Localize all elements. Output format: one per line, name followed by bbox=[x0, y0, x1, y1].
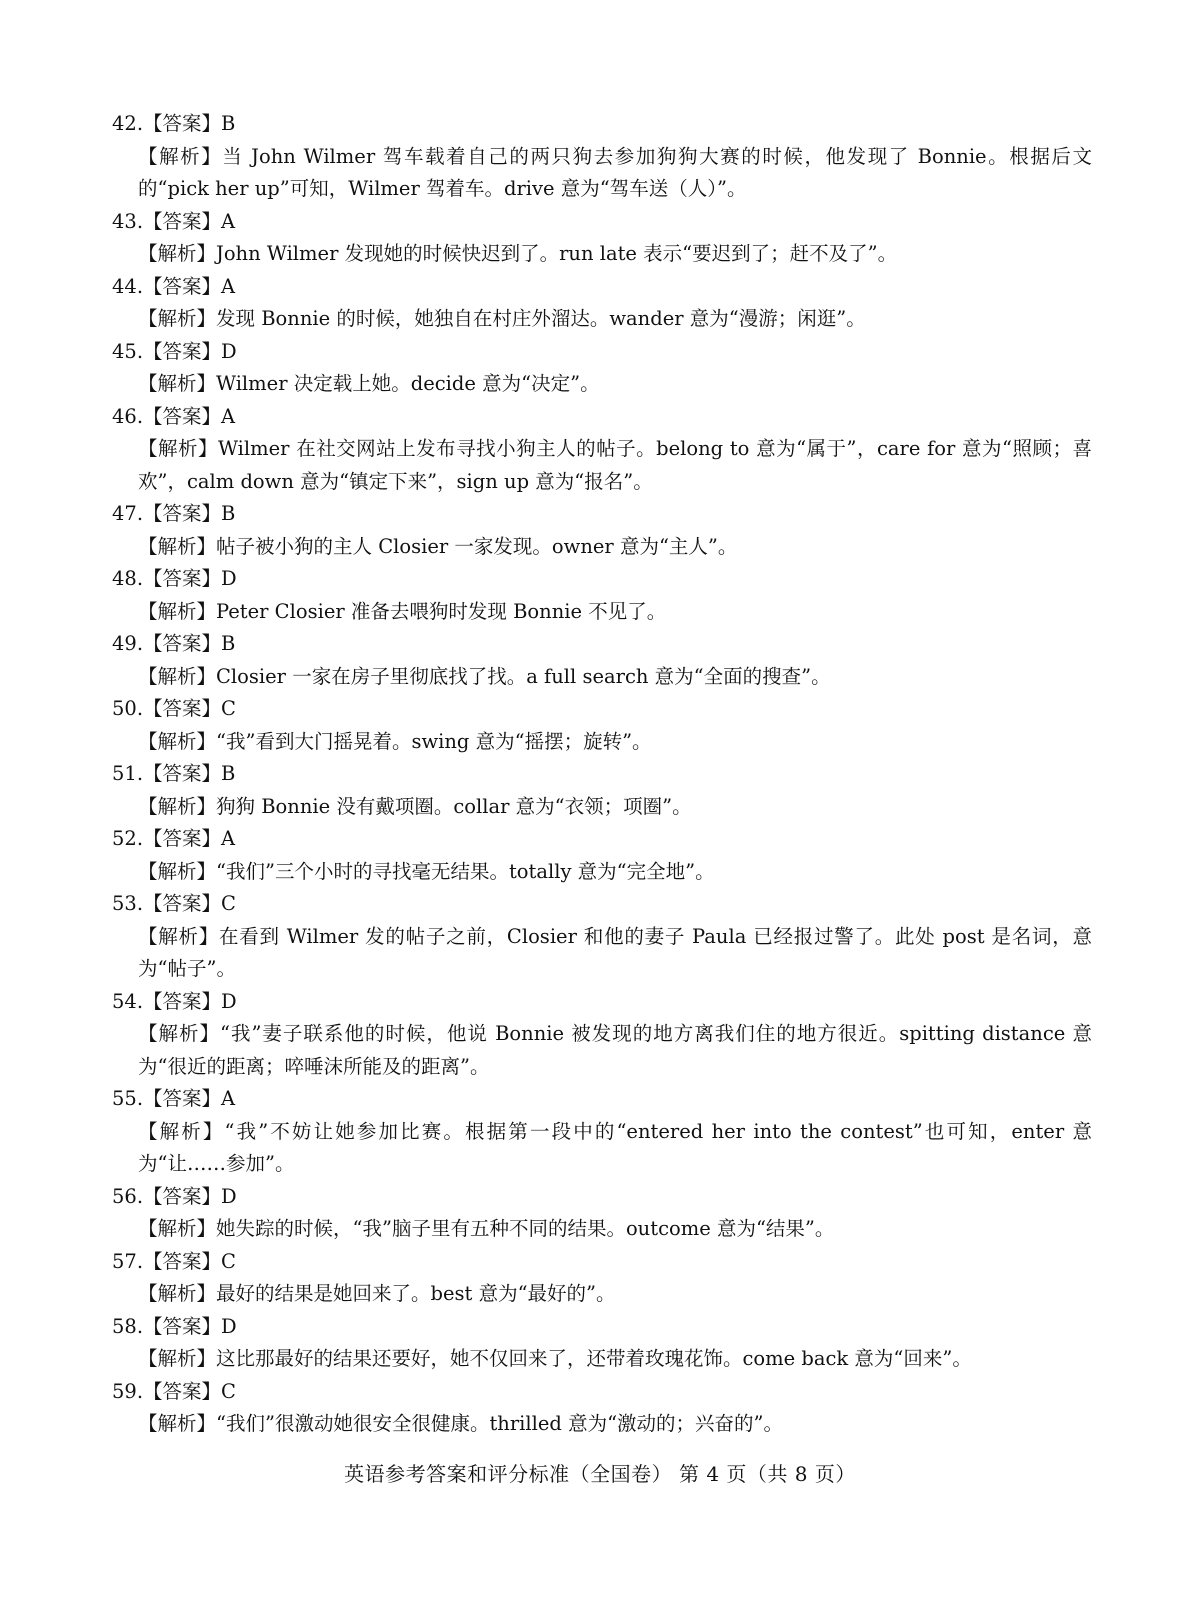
answer-key: 50.【答案】C bbox=[112, 697, 236, 720]
answer-explanation: 【解析】在看到 Wilmer 发的帖子之前，Closier 和他的妻子 Paula 已经报过警了。此处 post 是名词，意为“帖子”。 bbox=[138, 924, 1092, 980]
answer-item bbox=[112, 1083, 1092, 1181]
answer-explanation: 【解析】她失踪的时候，“我”脑子里有五种不同的结果。outcome 意为“结果”。 bbox=[138, 1217, 835, 1240]
answer-item bbox=[112, 108, 1092, 206]
answer-key: 53.【答案】C bbox=[112, 892, 236, 915]
answer-explanation: 【解析】最好的结果是她回来了。best 意为“最好的”。 bbox=[138, 1282, 616, 1305]
answer-explanation: 【解析】狗狗 Bonnie 没有戴项圈。collar 意为“衣领；项圈”。 bbox=[138, 794, 692, 818]
answer-item bbox=[112, 1376, 1092, 1441]
answer-explanation: 【解析】Closier 一家在房子里彻底找了找。a full search 意为“全面的搜查”。 bbox=[138, 664, 831, 688]
answer-explanation: 【解析】Peter Closier 准备去喂狗时发现 Bonnie 不见了。 bbox=[138, 599, 667, 623]
answer-list bbox=[112, 108, 1092, 1441]
answer-explanation: 【解析】John Wilmer 发现她的时候快迟到了。run late 表示“要迟到了；赶不及了”。 bbox=[138, 242, 898, 265]
answer-explanation: 【解析】“我”妻子联系他的时候，他说 Bonnie 被发现的地方离我们住的地方很近。spitting distance 意为“很近的距离；啐唾沫所能及的距离”。 bbox=[138, 1022, 1092, 1078]
answer-explanation: 【解析】当 John Wilmer 驾车载着自己的两只狗去参加狗狗大赛的时候，他发现了 Bonnie。根据后文的“pick her up”可知，Wilmer 驾着车。drive 意为“驾车送（人）”。 bbox=[138, 144, 1092, 200]
answer-key: 52.【答案】A bbox=[112, 827, 236, 850]
answer-item bbox=[112, 336, 1092, 401]
answer-item bbox=[112, 271, 1092, 336]
answer-item bbox=[112, 1246, 1092, 1311]
answer-key: 55.【答案】A bbox=[112, 1087, 236, 1110]
answer-item bbox=[112, 498, 1092, 563]
answer-explanation: 【解析】“我们”三个小时的寻找毫无结果。totally 意为“完全地”。 bbox=[138, 859, 715, 883]
answer-item bbox=[112, 823, 1092, 888]
answer-key: 49.【答案】B bbox=[112, 632, 236, 655]
answer-item bbox=[112, 758, 1092, 823]
answer-key: 56.【答案】D bbox=[112, 1184, 237, 1208]
answer-key: 43.【答案】A bbox=[112, 209, 236, 233]
answer-item bbox=[112, 206, 1092, 271]
answer-explanation: 【解析】帖子被小狗的主人 Closier 一家发现。owner 意为“主人”。 bbox=[138, 534, 738, 558]
answer-item bbox=[112, 563, 1092, 628]
answer-item bbox=[112, 401, 1092, 499]
answer-key: 46.【答案】A bbox=[112, 404, 236, 428]
answer-key: 44.【答案】A bbox=[112, 274, 236, 298]
answer-explanation: 【解析】Wilmer 在社交网站上发布寻找小狗主人的帖子。belong to 意为“属于”，care for 意为“照顾；喜欢”，calm down 意为“镇定下来”，sign up 意为“报名”。 bbox=[138, 437, 1092, 493]
page-footer: 英语参考答案和评分标准（全国卷） 第 4 页（共 8 页） bbox=[344, 1462, 856, 1486]
answer-explanation: 【解析】“我”看到大门摇晃着。swing 意为“摇摆；旋转”。 bbox=[138, 729, 652, 753]
answer-explanation: 【解析】这比那最好的结果还要好，她不仅回来了，还带着玫瑰花饰。come back 意为“回来”。 bbox=[138, 1347, 972, 1370]
answer-explanation: 【解析】“我”不妨让她参加比赛。根据第一段中的“entered her into the contest”也可知，enter 意为“让……参加”。 bbox=[138, 1119, 1092, 1175]
answer-key: 48.【答案】D bbox=[112, 567, 237, 590]
answer-key: 51.【答案】B bbox=[112, 762, 236, 785]
answer-key: 59.【答案】C bbox=[112, 1379, 236, 1403]
answer-item bbox=[112, 628, 1092, 693]
answer-explanation: 【解析】Wilmer 决定载上她。decide 意为“决定”。 bbox=[138, 372, 600, 395]
answer-key: 58.【答案】D bbox=[112, 1314, 237, 1338]
answer-key: 47.【答案】B bbox=[112, 502, 236, 525]
answer-key: 54.【答案】D bbox=[112, 989, 237, 1013]
answer-explanation: 【解析】“我们”很激动她很安全很健康。thrilled 意为“激动的；兴奋的”。 bbox=[138, 1412, 784, 1435]
answer-key: 42.【答案】B bbox=[112, 112, 236, 135]
answer-item bbox=[112, 693, 1092, 758]
answer-item bbox=[112, 986, 1092, 1084]
answer-key: 45.【答案】D bbox=[112, 339, 237, 363]
answer-explanation: 【解析】发现 Bonnie 的时候，她独自在村庄外溜达。wander 意为“漫游；闲逛”。 bbox=[138, 307, 866, 330]
answer-item bbox=[112, 888, 1092, 986]
answer-item bbox=[112, 1181, 1092, 1246]
answer-key: 57.【答案】C bbox=[112, 1249, 236, 1273]
answer-item bbox=[112, 1311, 1092, 1376]
